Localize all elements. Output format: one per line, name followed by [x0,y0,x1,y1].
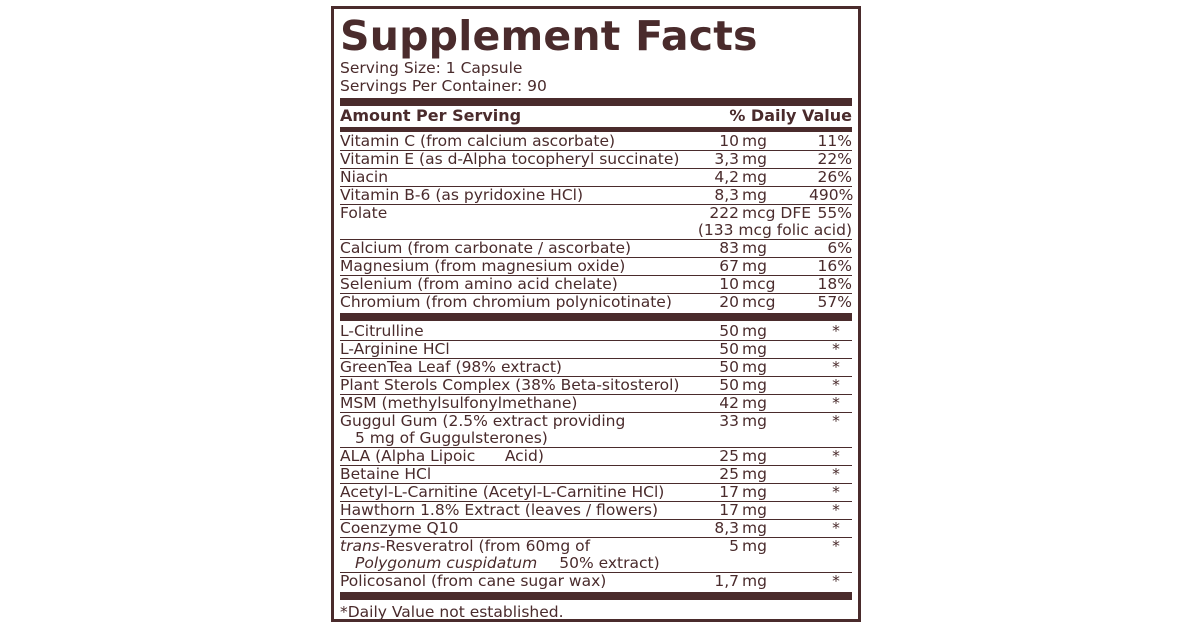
ingredient-amount: 1,7 [714,572,739,590]
ingredient-amount: 50 [719,358,739,376]
divider-thick [340,313,852,321]
ingredient-unit: mg [742,394,767,412]
nutrient-amount: 10 [719,132,739,150]
ingredient-amount: 17 [719,483,739,501]
amount-per-serving-header: Amount Per Serving [340,106,522,125]
ingredient-unit: mg [742,358,767,376]
ingredient-name: Plant Sterols Complex (38% Beta-sitosterol) [340,377,680,394]
nutrient-dv: 16% [817,257,852,275]
ingredient-unit: mg [742,376,767,394]
column-header [340,107,852,126]
table-row [340,358,852,376]
divider-thick [340,592,852,600]
nutrient-dv: 11% [817,132,852,150]
table-row [340,412,852,447]
ingredient-amount: 17 [719,501,739,519]
other-ingredients-section [340,323,852,590]
table-row [340,275,852,293]
servings-per-container: Servings Per Container: 90 [340,77,547,95]
table-row [340,394,852,412]
ingredient-dv: * [832,483,840,501]
ingredient-name: MSM (methylsulfonylmethane) [340,395,578,412]
nutrient-name: Niacin [340,169,389,186]
nutrient-unit: mg [742,150,767,168]
footnote: *Daily Value not established. [340,603,564,621]
supplement-facts-panel [331,6,861,622]
ingredient-name: ALA (Alpha Lipoic Acid) [340,448,544,465]
ingredient-dv: * [832,322,840,340]
ingredient-unit: mg [742,483,767,501]
ingredient-amount: 5 [729,537,739,555]
ingredient-dv: * [832,519,840,537]
nutrient-dv: 6% [827,239,852,257]
ingredient-name: Acetyl-L-Carnitine (Acetyl-L-Carnitine HCl) [340,484,665,501]
nutrient-unit: mg [742,239,767,257]
ingredient-amount: 25 [719,465,739,483]
table-row [340,204,852,239]
nutrient-amount: 10 [719,275,739,293]
ingredient-amount: 50 [719,340,739,358]
nutrient-amount: 67 [719,257,739,275]
ingredient-name-line2: 5 mg of Guggulsterones) [355,430,548,447]
nutrient-dv: 22% [817,150,852,168]
ingredient-name: Policosanol (from cane sugar wax) [340,573,607,590]
table-row [340,483,852,501]
folic-acid-note: (133 mcg folic acid) [697,221,852,239]
vitamins-section [340,133,852,311]
nutrient-name: Magnesium (from magnesium oxide) [340,258,626,275]
table-row [340,447,852,465]
ingredient-amount: 8,3 [714,519,739,537]
table-row [340,323,852,340]
table-row [340,239,852,257]
ingredient-unit: mg [742,519,767,537]
ingredient-unit: mg [742,340,767,358]
ingredient-unit: mg [742,465,767,483]
table-row [340,293,852,311]
ingredient-unit: mg [742,447,767,465]
nutrient-dv: 18% [817,275,852,293]
nutrient-dv: 57% [817,293,852,311]
nutrient-amount: 3,3 [714,150,739,168]
table-row [340,376,852,394]
nutrient-amount: 4,2 [714,168,739,186]
ingredient-dv: * [832,358,840,376]
ingredient-name: Guggul Gum (2.5% extract providing [340,413,626,430]
ingredient-dv: * [832,465,840,483]
daily-value-header: % Daily Value [729,106,852,125]
table-row [340,501,852,519]
nutrient-unit: mg [742,168,767,186]
nutrient-amount: 222 [709,204,739,222]
ingredient-name [340,538,705,555]
table-row [340,257,852,275]
ingredient-unit: mg [742,572,767,590]
nutrient-dv: 26% [817,168,852,186]
ingredient-name2-rest: 50% extract) [559,555,660,572]
ingredient-amount: 33 [719,412,739,430]
ingredient-name: Coenzyme Q10 [340,520,459,537]
table-row [340,133,852,150]
nutrient-unit: mg [742,257,767,275]
ingredient-dv: * [832,537,840,555]
ingredient-dv: * [832,447,840,465]
ingredient-dv: * [832,572,840,590]
nutrient-amount: 83 [719,239,739,257]
ingredient-name: L-Arginine HCl [340,341,450,358]
ingredient-name: Betaine HCl [340,466,432,483]
ingredient-dv: * [832,394,840,412]
nutrient-name: Calcium (from carbonate / ascorbate) [340,240,632,257]
ingredient-amount: 25 [719,447,739,465]
ingredient-name-line2 [340,555,705,572]
ingredient-dv: * [832,376,840,394]
ingredient-name2-italic: Polygonum cuspidatum [355,555,538,572]
nutrient-name: Vitamin E (as d-Alpha tocopheryl succinate) [340,151,680,168]
nutrient-unit: mcg [742,275,776,293]
nutrient-unit: mg [742,186,767,204]
nutrient-unit: mg [742,132,767,150]
divider-thick [340,98,852,106]
serving-size: Serving Size: 1 Capsule [340,59,523,77]
ingredient-dv: * [832,412,840,430]
ingredient-dv: * [832,340,840,358]
table-row [340,465,852,483]
ingredient-name-rest: -Resveratrol (from 60mg of [379,538,591,555]
nutrient-name: Folate [340,205,388,222]
ingredient-unit: mg [742,322,767,340]
nutrient-dv: 55% [817,204,852,222]
ingredient-dv: * [832,501,840,519]
nutrient-amount: 8,3 [714,186,739,204]
ingredient-amount: 50 [719,322,739,340]
ingredient-unit: mg [742,501,767,519]
ingredient-amount: 50 [719,376,739,394]
nutrient-unit: mcg [742,293,776,311]
ingredient-amount: 42 [719,394,739,412]
nutrient-name: Vitamin C (from calcium ascorbate) [340,133,616,150]
divider-medium [340,127,852,132]
table-row [340,150,852,168]
table-row [340,168,852,186]
nutrient-unit: mcg DFE [742,204,812,222]
table-row [340,537,852,572]
ingredient-name-italic: trans [340,538,380,555]
nutrient-name: Selenium (from amino acid chelate) [340,276,618,293]
panel-title: Supplement Facts [340,12,758,60]
table-row [340,519,852,537]
table-row [340,572,852,590]
ingredient-unit: mg [742,412,767,430]
nutrient-dv: 490% [809,186,854,204]
table-row [340,340,852,358]
nutrient-name: Vitamin B-6 (as pyridoxine HCl) [340,187,583,204]
ingredient-name: GreenTea Leaf (98% extract) [340,359,562,376]
nutrient-amount: 20 [719,293,739,311]
ingredient-unit: mg [742,537,767,555]
ingredient-name: L-Citrulline [340,323,424,340]
ingredient-name: Hawthorn 1.8% Extract (leaves / flowers) [340,502,659,519]
nutrient-name: Chromium (from chromium polynicotinate) [340,294,672,311]
table-row [340,186,852,204]
